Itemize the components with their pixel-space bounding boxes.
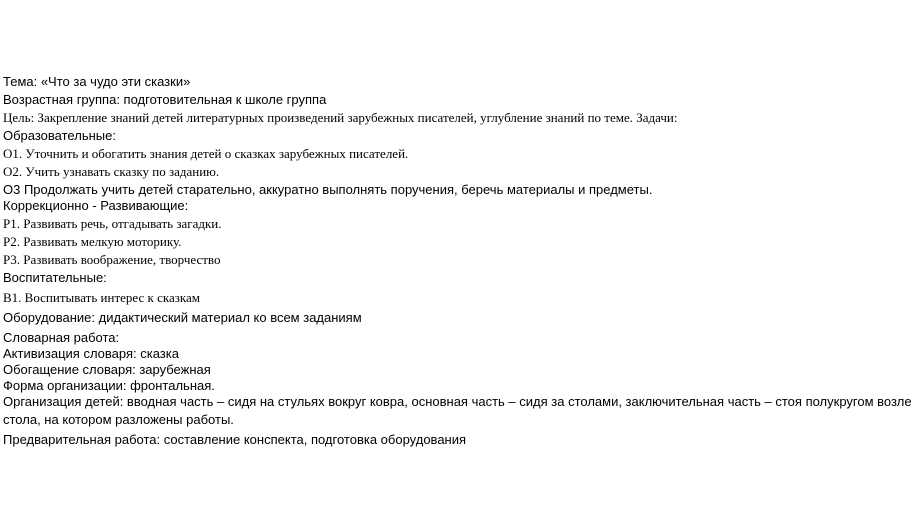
objective-r2: Р2. Развивать мелкую моторику. [3, 234, 182, 249]
children-organization-line-2: стола, на котором разложены работы. [3, 412, 234, 427]
preliminary-work: Предварительная работа: составление конспекта, подготовка оборудования [3, 432, 467, 447]
equipment-line: Оборудование: дидактический материал ко всем заданиям [3, 310, 362, 325]
objective-v1: В1. Воспитывать интерес к сказкам [3, 290, 200, 305]
objective-r3: Р3. Развивать воображение, творчество [3, 252, 221, 267]
objective-o1: О1. Уточнить и обогатить знания детей о сказках зарубежных писателей. [3, 146, 409, 161]
objective-o2: О2. Учить узнавать сказку по заданию. [3, 164, 220, 179]
topic-line: Тема: «Что за чудо эти сказки» [3, 74, 191, 89]
correctional-heading: Коррекционно - Развивающие: [3, 198, 189, 213]
objective-r1: Р1. Развивать речь, отгадывать загадки. [3, 216, 222, 231]
organization-form: Форма организации: фронтальная. [3, 378, 215, 393]
children-organization-line-1: Организация детей: вводная часть – сидя на стульях вокруг ковра, основная часть – сидя за столами, заключительная часть – стоя полукругом возле [3, 394, 912, 409]
upbringing-heading: Воспитательные: [3, 270, 107, 285]
vocabulary-heading: Словарная работа: [3, 330, 120, 345]
goal-line: Цель: Закрепление знаний детей литературных произведений зарубежных писателей, углубление знаний по теме. Задачи: [3, 110, 678, 125]
document-body [3, 74, 912, 448]
age-group-line: Возрастная группа: подготовительная к школе группа [3, 92, 327, 107]
educational-heading: Образовательные: [3, 128, 116, 143]
objective-o3: О3 Продолжать учить детей старательно, аккуратно выполнять поручения, беречь материалы и предметы. [3, 182, 653, 197]
vocabulary-activation: Активизация словаря: сказка [3, 346, 179, 361]
vocabulary-enrichment: Обогащение словаря: зарубежная [3, 362, 211, 377]
